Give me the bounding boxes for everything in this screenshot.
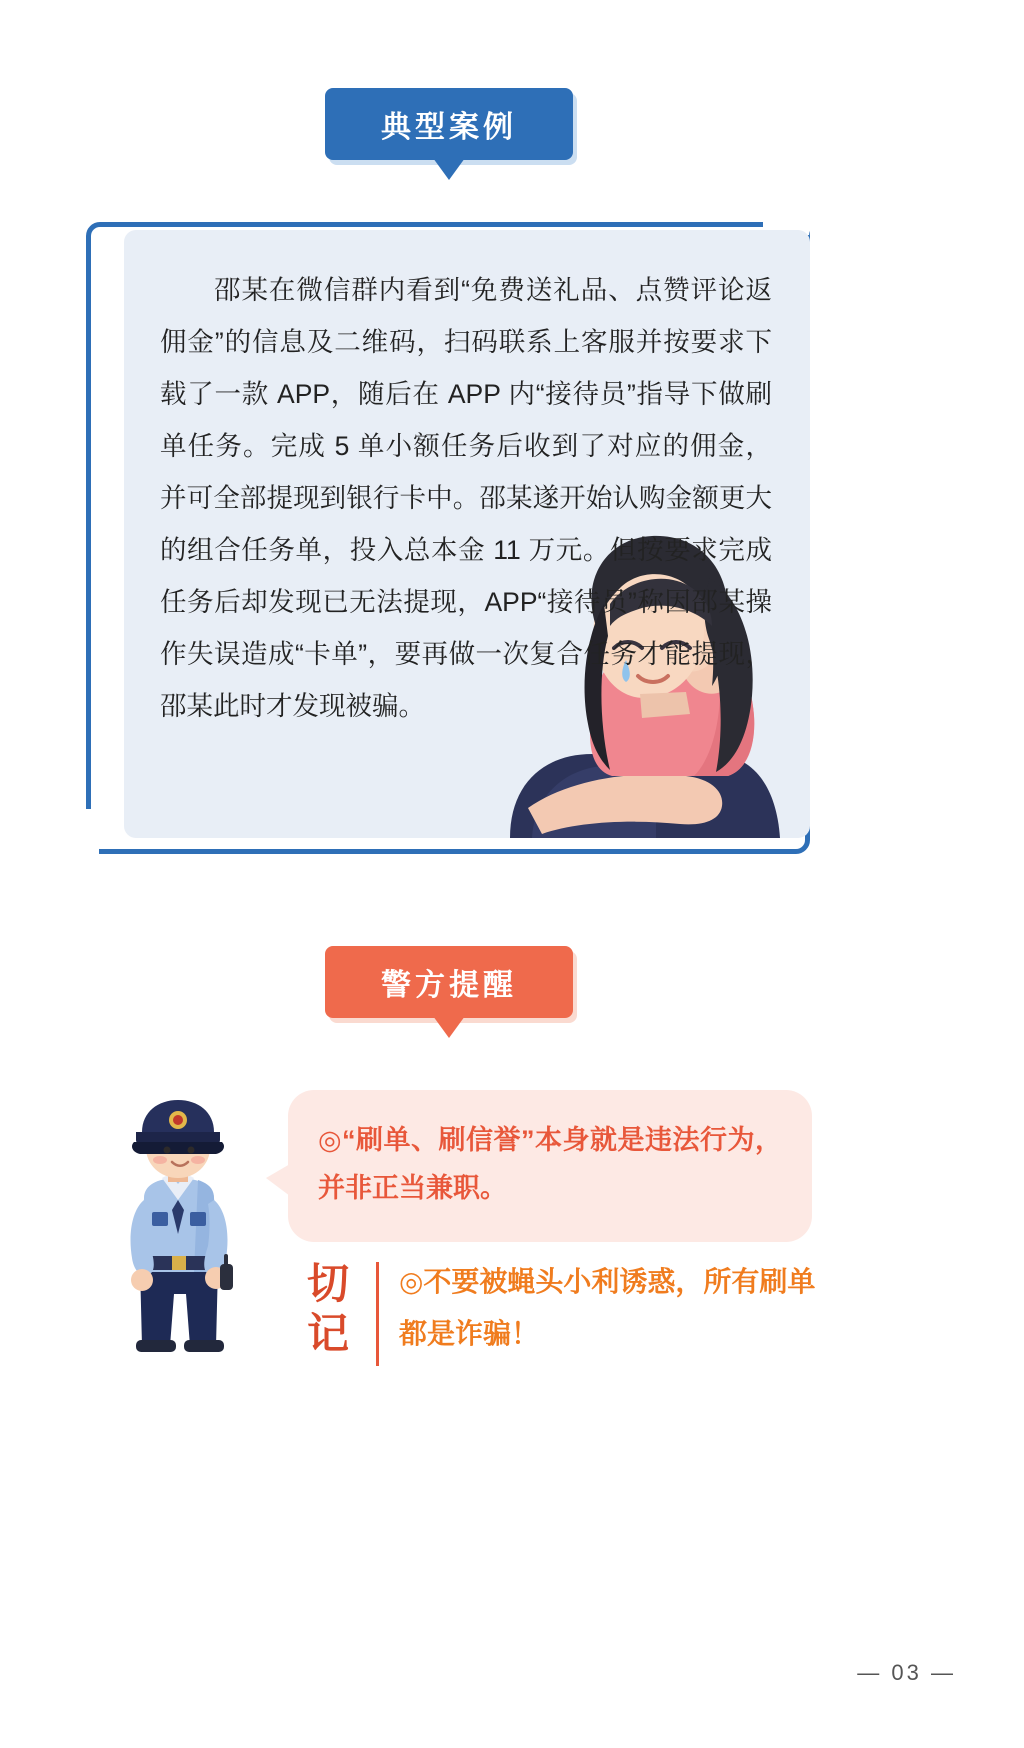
police-reminder-bubble (288, 1090, 812, 1242)
alert-badge-label: 警方提醒 (381, 969, 517, 1002)
remember-text: ◎不要被蝇头小利诱惑，所有刷单都是诈骗！ (399, 1266, 816, 1349)
remember-stamp-label: 切记 (306, 1262, 349, 1358)
alert-badge-container (325, 946, 573, 1018)
page-number: — 03 — (857, 1660, 956, 1685)
case-panel-body (124, 230, 810, 838)
case-badge-label: 典型案例 (381, 111, 517, 144)
case-body-text: 邵某在微信群内看到“免费送礼品、点赞评论返佣金”的信息及二维码，扫码联系上客服并按要求下载了一款 APP，随后在 APP 内“接待员”指导下做刷单任务。完成 5 单小额任务后收到了对应的佣金，并可全部提现到银行卡中。邵某遂开始认购金额更大的组合任务单，投入总本金 11 万元。但按要求完成任务后却发现已无法提现，APP“接待员”称因邵某操作失误造成“卡单”，要再做一次复合任务才能提现，邵某此时才发现被骗。 (160, 275, 772, 721)
case-panel (86, 222, 810, 854)
police-reminder-text: ◎“刷单、刷信誉”本身就是违法行为，并非正当兼职。 (318, 1125, 782, 1203)
alert-badge (325, 946, 573, 1018)
remember-row (288, 1256, 828, 1372)
case-badge-container (325, 88, 573, 160)
remember-divider (376, 1262, 379, 1366)
police-officer-illustration (78, 1088, 278, 1358)
outline-notch-bottom-left (85, 809, 99, 855)
case-badge (325, 88, 573, 160)
